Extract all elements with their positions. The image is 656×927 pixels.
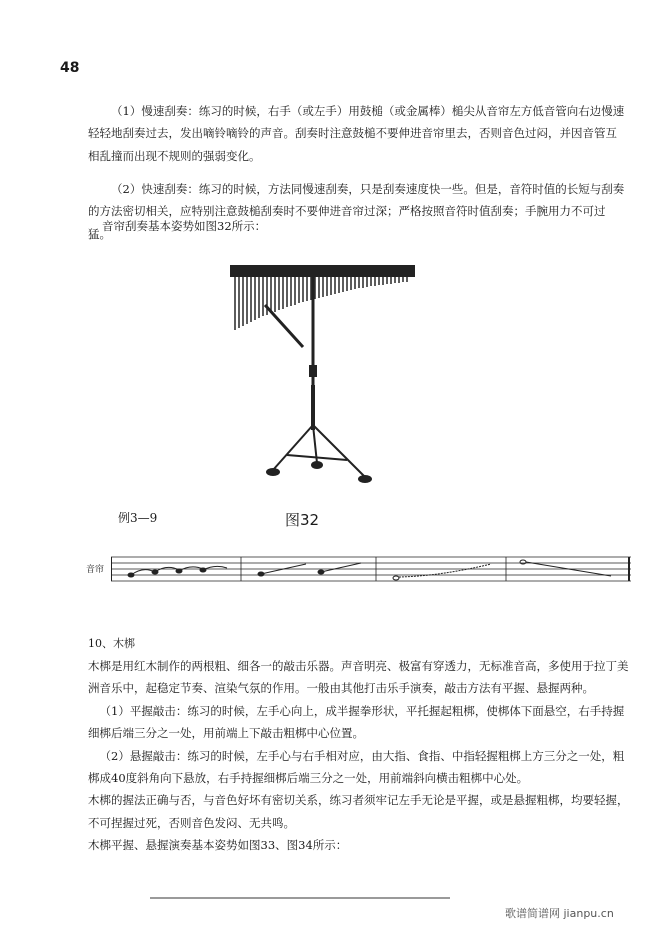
example-label: 例3—9 <box>118 511 158 525</box>
chimes-tubes <box>235 277 407 330</box>
figure-label: 图32 <box>285 511 320 529</box>
scan-artifact-line <box>150 897 450 899</box>
stand-tripod <box>267 425 371 482</box>
figure-intro-text: 音帘刮奏基本姿势如图32所示： <box>102 219 267 233</box>
mallet <box>265 305 303 347</box>
paragraph-flat-grip: （1）平握敲击：练习的时候，左手心向上，成半握拳形状，平托握起粗梆，使梆体下面悬空，右手持握细梆后端三分之一处，用前端上下敲击粗梆中心位置。 <box>88 703 625 741</box>
music-staff <box>86 554 631 584</box>
paragraph-fast-glissando: （2）快速刮奏：练习的时候，方法同慢速刮奏，只是刮奏速度快一些。但是，音符时值的长短与刮奏的方法密切相关，应特别注意鼓槌刮奏时不要伸进音帘过深；严格按照音符时值刮奏；手腕用力不可过猛。 <box>88 182 625 241</box>
chimes-figure <box>225 255 425 495</box>
woodblock-section-body <box>88 655 633 857</box>
paragraph-hanging-grip: （2）悬握敲击：练习的时候，左手心与右手相对应，由大指、食指、中指轻握粗梆上方三分之一处，粗梆成40度斜角向下悬放，右手持握细梆后端三分之一处，用前端斜向横击粗梆中心处。 <box>88 748 625 786</box>
paragraph-slow-glissando: （1）慢速刮奏：练习的时候，右手（或左手）用鼓槌（或金属棒）槌尖从音帘左方低音管向右边慢速轻轻地刮奏过去，发出嘀铃嘀铃的声音。刮奏时注意鼓槌不要伸进音帘里去，否则音色过闷，并因音管互相乱撞而出现不规则的强弱变化。 <box>88 104 625 163</box>
paragraph-woodblock-intro: 木梆是用红木制作的两根粗、细各一的敲击乐器。声音明亮、极富有穿透力，无标准音高，多使用于拉丁美洲音乐中，起稳定节奏、渲染气氛的作用。一般由其他打击乐手演奏，敲击方法有平握、悬握两种。 <box>88 659 629 696</box>
paragraph-grip-importance: 木梆的握法正确与否，与音色好坏有密切关系，练习者须牢记左手无论是平握，或是悬握粗梆，均要轻握，不可捏握过死，否则音色发闷、无共鸣。 <box>88 793 629 830</box>
page-number: 48 <box>60 60 80 76</box>
paragraph-figure-reference: 木梆平握、悬握演奏基本姿势如图33、图34所示： <box>88 838 348 853</box>
section-title: 10、木梆 <box>88 637 135 650</box>
chimes-top-rail <box>230 265 415 277</box>
watermark: 歌谱简谱网 jianpu.cn <box>505 907 614 920</box>
staff-instrument-label: 音帘 <box>86 565 105 575</box>
